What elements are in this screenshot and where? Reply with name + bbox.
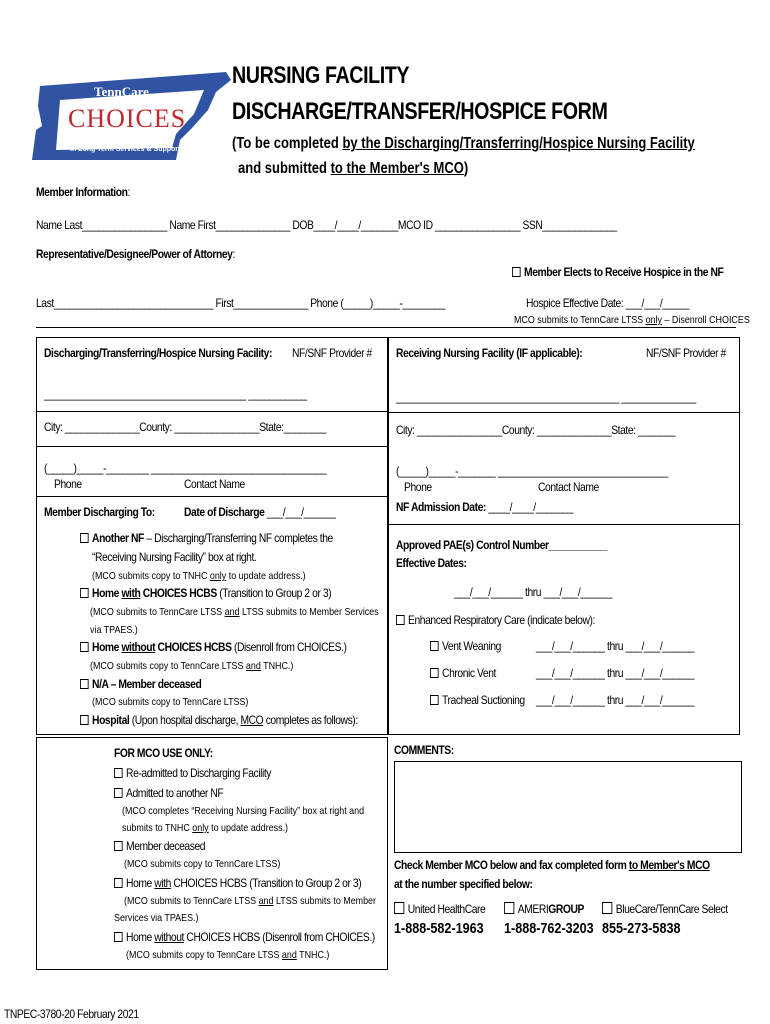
logo-tagline: in Long Term Services & Supports [70,146,185,153]
mco-home-with-note-2: Services via TPAES.) [114,912,199,924]
bluecare-checkbox[interactable] [602,902,612,914]
mco-home-without-hcbs[interactable]: Home without CHOICES HCBS (Disenroll from CHOICES.) [114,930,375,944]
option-hospital[interactable]: Hospital (Upon hospital discharge, MCO completes as follows): [80,713,358,727]
mco-another-nf-checkbox[interactable] [114,788,123,798]
mco-deceased-note: (MCO submits copy to TennCare LTSS) [124,858,281,870]
mco-home-with-checkbox[interactable] [114,878,123,888]
mco-united-healthcare[interactable]: United HealthCare [394,902,485,916]
option-deceased-checkbox[interactable] [80,679,89,689]
discharging-name-line[interactable]: ______________________________________ ___________ [44,387,307,401]
discharging-city-line[interactable]: City: ______________County: ________________State:________ [44,420,327,434]
option-home-with-note-2: via TPAES.) [90,624,138,636]
option-home-with-hcbs[interactable]: Home with CHOICES HCBS (Transition to Group 2 or 3) [80,586,331,600]
option-another-nf-line-2: “Receiving Nursing Facility” box at right. [92,550,257,564]
form-subtitle-line-2: and submitted to the Member's MCO) [238,160,469,177]
discharging-provider-label: NF/SNF Provider # [292,346,372,360]
fax-number-amerigroup: 1-888-762-3203 [504,920,594,937]
mco-readmitted[interactable]: Re-admitted to Discharging Facility [114,766,271,780]
option-hospital-checkbox[interactable] [80,715,89,725]
vent-weaning-checkbox[interactable] [430,641,439,651]
mco-home-with-note-1: (MCO submits to TennCare LTSS and LTSS submits to Member [124,895,376,907]
logo-brand: TennCare [94,84,149,99]
hospice-note: MCO submits to TennCare LTSS only – Disenroll CHOICES [514,314,750,326]
form-id-footer: TNPEC-3780-20 February 2021 [4,1007,139,1021]
receiving-divider-2 [388,524,740,525]
tracheal-suctioning-dates[interactable]: ___/___/______ thru ___/___/______ [536,693,695,707]
amerigroup-checkbox[interactable] [504,902,514,914]
fax-instructions-line-2: at the number specified below: [394,877,533,891]
mco-home-without-note: (MCO submits copy to TennCare LTSS and TNHC.) [126,949,330,961]
mco-admitted-note-1: (MCO completes “Receiving Nursing Facility” box at right and [122,805,365,817]
form-title-line-1: NURSING FACILITY [232,62,410,89]
option-another-nf-checkbox[interactable] [80,533,89,543]
united-checkbox[interactable] [394,902,404,914]
vent-weaning-dates[interactable]: ___/___/______ thru ___/___/______ [536,639,695,653]
tracheal-suctioning-option[interactable]: Tracheal Suctioning [430,693,525,707]
discharging-phone-line[interactable]: (_____)_____-________ _________________________________ [44,461,327,475]
option-home-with-note-1: (MCO submits to TennCare LTSS and LTSS submits to Member Services [90,606,379,618]
option-home-without-note: (MCO submits copy to TennCare LTSS and TNHC.) [90,660,294,672]
respiratory-checkbox[interactable] [396,615,405,625]
member-info-fields[interactable]: Name Last________________ Name First______________ DOB____/____/_______MCO ID ________________ SSN______________ [36,218,617,232]
mco-bluecare[interactable]: BlueCare/TennCare Select [602,902,728,916]
option-another-nf-note: (MCO submits copy to TNHC only to update address.) [92,570,306,582]
mco-readmitted-checkbox[interactable] [114,768,123,778]
receiving-phone-line[interactable]: (_____)_____-_______ ________________________________ [396,464,668,478]
receiving-city-line[interactable]: City: ________________County: ______________State: _______ [396,423,676,437]
fax-number-bluecare: 855-273-5838 [602,920,681,937]
pae-control-number[interactable]: Approved PAE(s) Control Number___________ [396,538,608,552]
option-home-without-hcbs[interactable]: Home without CHOICES HCBS (Disenroll from CHOICES.) [80,640,346,654]
enhanced-respiratory-care[interactable]: Enhanced Respiratory Care (indicate below): [396,613,595,627]
hospice-effective-date[interactable]: Hospice Effective Date: ___/___/_____ [526,296,689,310]
form-subtitle-line-1: (To be completed by the Discharging/Transferring/Hospice Nursing Facility [232,135,695,152]
receiving-contact-label: Contact Name [538,480,599,494]
chronic-vent-checkbox[interactable] [430,668,439,678]
discharging-divider-2 [36,446,388,447]
receiving-divider-1 [388,412,740,413]
discharging-phone-label: Phone [54,477,82,491]
receiving-provider-label: NF/SNF Provider # [646,346,726,360]
discharging-divider-1 [36,411,388,412]
fax-instructions-line-1: Check Member MCO below and fax completed form to Member's MCO [394,858,710,872]
mco-deceased-checkbox[interactable] [114,841,123,851]
representative-fields[interactable]: Last______________________________ First______________ Phone (_____)_____-________ [36,296,445,310]
effective-dates-line[interactable]: ___/___/______ thru ___/___/______ [454,585,613,599]
mco-admitted-another-nf[interactable]: Admitted to another NF [114,786,223,800]
logo-name: CHOICES [68,104,187,133]
mco-amerigroup[interactable]: AMERIGROUP [504,902,584,916]
effective-dates-label: Effective Dates: [396,556,467,570]
discharging-contact-label: Contact Name [184,477,245,491]
tenncare-choices-logo [26,70,232,162]
option-home-without-checkbox[interactable] [80,642,89,652]
mco-home-without-checkbox[interactable] [114,932,123,942]
hospice-elects-option[interactable]: Member Elects to Receive Hospice in the NF [512,265,723,279]
member-info-heading: Member Information: [36,185,130,199]
receiving-name-line[interactable]: __________________________________________ ______________ [396,390,696,404]
option-member-deceased-note: (MCO submits copy to TennCare LTSS) [92,696,249,708]
hospice-checkbox[interactable] [512,267,521,277]
representative-heading: Representative/Designee/Power of Attorney: [36,247,235,261]
mco-use-only-heading: FOR MCO USE ONLY: [114,746,213,760]
form-title-line-2: DISCHARGE/TRANSFER/HOSPICE FORM [232,98,608,125]
discharging-heading: Discharging/Transferring/Hospice Nursing Facility: [44,346,272,360]
option-member-deceased[interactable]: N/A – Member deceased [80,677,201,691]
fax-number-united: 1-888-582-1963 [394,920,484,937]
mco-home-with-hcbs[interactable]: Home with CHOICES HCBS (Transition to Group 2 or 3) [114,876,361,890]
option-home-with-checkbox[interactable] [80,588,89,598]
discharging-divider-3 [36,496,388,497]
comments-field[interactable] [394,761,742,853]
nf-admission-date[interactable]: NF Admission Date: ____/____/_______ [396,500,573,514]
receiving-phone-label: Phone [404,480,432,494]
hospice-note-rule [36,327,736,328]
mco-member-deceased[interactable]: Member deceased [114,839,205,853]
discharging-to-label: Member Discharging To: [44,505,155,519]
chronic-vent-option[interactable]: Chronic Vent [430,666,496,680]
vent-weaning-option[interactable]: Vent Weaning [430,639,501,653]
tracheal-checkbox[interactable] [430,695,439,705]
option-another-nf[interactable]: Another NF – Discharging/Transferring NF completes the [80,531,333,545]
date-of-discharge[interactable]: Date of Discharge ___/___/______ [184,505,336,519]
comments-heading: COMMENTS: [394,743,454,757]
receiving-heading: Receiving Nursing Facility (IF applicable): [396,346,583,360]
chronic-vent-dates[interactable]: ___/___/______ thru ___/___/______ [536,666,695,680]
mco-admitted-note-2: submits to TNHC only to update address.) [122,822,289,834]
